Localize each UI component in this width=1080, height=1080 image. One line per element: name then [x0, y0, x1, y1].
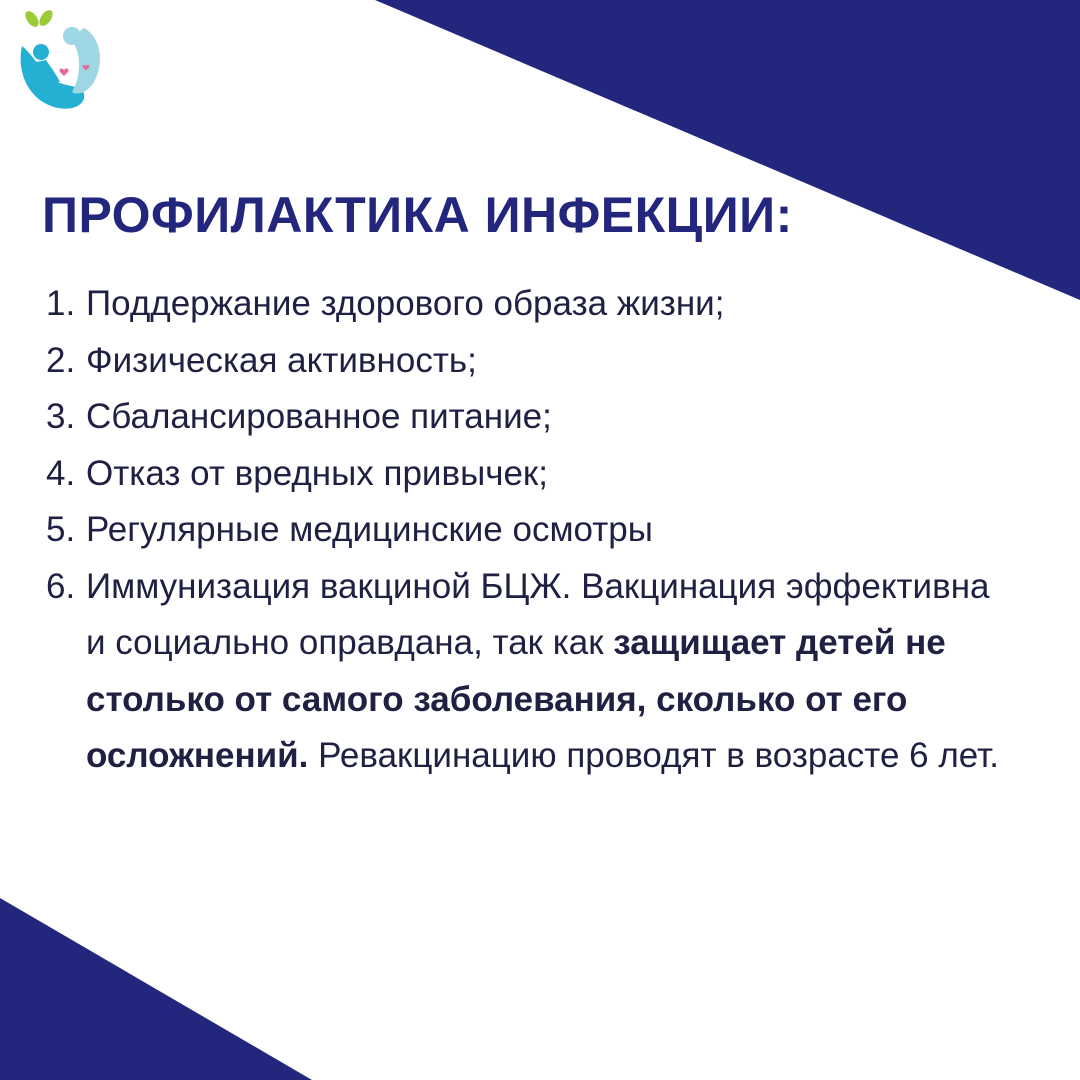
list-item-text: Сбалансированное питание; — [86, 397, 552, 436]
list-item — [46, 389, 1006, 446]
list-item — [46, 502, 1006, 559]
top-right-navy-triangle — [375, 0, 1080, 300]
list-item — [46, 333, 1006, 390]
page-title: ПРОФИЛАКТИКА ИНФЕКЦИИ: — [42, 187, 793, 243]
list-item-text: Поддержание здорового образа жизни; — [86, 284, 725, 323]
list-item-text: Иммунизация вакциной БЦЖ. Вакцинация эффективна и социально оправдана, так как — [86, 566, 990, 662]
list-item-text: Регулярные медицинские осмотры — [86, 510, 653, 549]
list-item — [46, 276, 1006, 333]
list-item-number: 2. — [46, 340, 76, 380]
list-item — [46, 446, 1006, 503]
list-item-number: 6. — [46, 566, 76, 606]
list-item-number: 1. — [46, 284, 76, 323]
list-item-text: Отказ от вредных привычек; — [86, 453, 548, 493]
list-item-text: Физическая активность; — [86, 340, 477, 380]
list-item-text: Ревакцинацию проводят в возрасте 6 лет. — [308, 736, 999, 775]
list-item-number: 4. — [46, 453, 76, 493]
list-item-number: 5. — [46, 510, 76, 549]
prevention-measures-list — [46, 276, 1006, 785]
family-care-logo-icon — [14, 8, 106, 112]
list-item-bold-text: защищает детей не столько от самого заболевания, сколько от его осложнений. — [86, 623, 946, 775]
list-item — [46, 559, 1006, 785]
list-item-number: 3. — [46, 397, 76, 436]
bottom-left-navy-triangle — [0, 898, 312, 1080]
